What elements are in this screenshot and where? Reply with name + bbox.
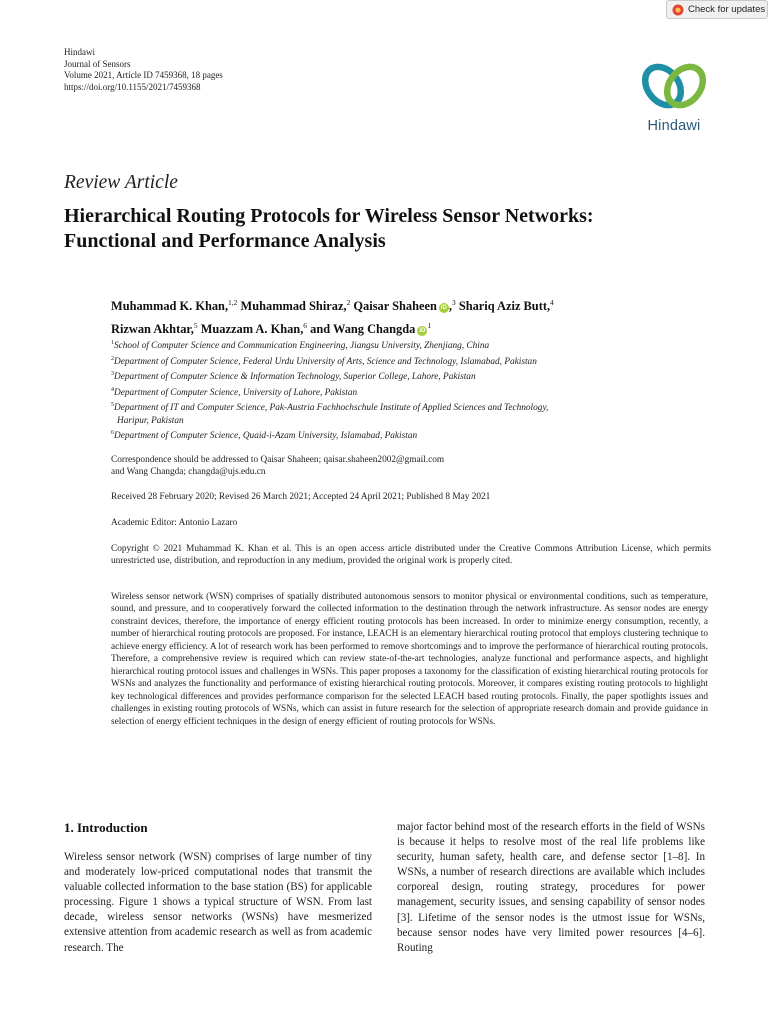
- affiliation-list: [111, 337, 711, 442]
- author-affil-ref: 4: [550, 298, 554, 307]
- copyright-notice: Copyright © 2021 Muhammad K. Khan et al. This is an open access article distributed under the Creative Commons Attribution License, which permits unrestricted use, distribution, and reproduction in any medium, provided the original work is properly cited.: [111, 544, 711, 567]
- author-list: [111, 293, 711, 339]
- affiliation-number: 6: [111, 429, 114, 436]
- author-line-1: Muhammad K. Khan,$^{1,2}$ Muhammad Shiraz,$^2$ Qaisar Shaheen iD ,$^3$ Shariq Aziz Butt,$^4$: [111, 298, 554, 314]
- article-title-line-1: Hierarchical Routing Protocols for Wireless Sensor Networks:: [64, 205, 594, 227]
- affiliation-continuation: Haripur, Pakistan: [117, 415, 184, 426]
- abstract: Wireless sensor network (WSN) comprises of spatially distributed autonomous sensors to monitor physical or environmental conditions, such as temperature, sound, and pressure, and to cooperatively forward the collected information to the destination through the network infrastructure. As sensor nodes are energy constraint devices, therefore, the importance of energy efficient routing protocols has been increased. In order to minimize energy consumption, recently, a number of hierarchical routing protocols are proposed. For instance, LEACH is an elementary hierarchical routing protocol that employs clustering technique to achieve energy efficiency. A lot of research work has been performed to remove shortcomings and to improve the performance of hierarchical routing protocols. Therefore, a comprehensive review is required which can review state-of-the-art technologies, analyze functional and performance aspects, and highlight hierarchical routing protocol issues and challenges in WSNs. This paper proposes a taxonomy for the classification of existing hierarchical routing protocols for WSNs and analyzes the functionality and performance of existing hierarchical routing protocols. Moreover, it compares existing routing protocols to highlight key technological differences and provides performance comparison for the selected LEACH based routing protocols. Finally, the paper spotlights issues and challenges in existing routing protocols of WSNs, which can assist in future research for the selection of appropriate research domain and provide guidance in selection of energy efficient techniques in the design of energy efficient of routing protocols for WSNs.: [111, 592, 708, 727]
- author-affil-ref: 1: [427, 321, 432, 331]
- affiliation-item: [111, 427, 711, 443]
- orcid-icon[interactable]: iD: [419, 328, 426, 335]
- publication-dates: Received 28 February 2020; Revised 26 March 2021; Accepted 24 April 2021; Published 8 May 2021: [111, 492, 491, 502]
- author-name[interactable]: Muazzam A. Khan,: [200, 322, 304, 337]
- affiliation-text: School of Computer Science and Communication Engineering, Jiangsu University, Zhenjiang, China: [114, 341, 490, 352]
- hindawi-logo-icon: [636, 60, 712, 112]
- orcid-icon[interactable]: iD: [440, 305, 447, 312]
- affiliation-item: [111, 368, 711, 384]
- affiliation-item: [111, 337, 711, 353]
- body-column-left: Wireless sensor network (WSN) comprises of large number of tiny and moderately low-priced computational nodes that transmit the valuable collected information to the base station (BS) for applicable processing. Figure 1 shows a typical structure of WSN. From last decade, wireless sensor networks (WSNs) have mesmerized extensive attention from academic research as well as from academic research. The: [64, 851, 372, 954]
- affiliation-number: 5: [111, 402, 114, 408]
- body-column-right: major factor behind most of the research efforts in the field of WSNs is because it helps to resolve most of the real life problems like security, human safety, health care, and defense sector [1–8]. In WSNs, a number of research directions are available which includes corporeal design, routing strategy, procedures for power management, security issues, and sensing capability of sensor nodes [3]. Lifetime of the sensor nodes is the utmost issue for WSNs, because sensor nodes have very limited power resources [4–6]. Routing: [397, 821, 705, 954]
- affiliation-text: Department of IT and Computer Science, Pak-Austria Fachhochschule Institute of Applied Sciences and Technology,: [114, 403, 549, 414]
- author-name[interactable]: Muhammad Shiraz,: [240, 299, 347, 314]
- affiliation-text: Department of Computer Science, Quaid-i-Azam University, Islamabad, Pakistan: [114, 431, 418, 441]
- correspondence: [111, 454, 711, 479]
- author-affil-ref: 3: [451, 298, 456, 307]
- article-title: [64, 204, 714, 254]
- author-name[interactable]: Rizwan Akhtar,: [111, 322, 194, 337]
- correspondence-line-2: and Wang Changda; changda@ujs.edu.cn: [111, 467, 266, 478]
- journal-name: Journal of Sensors: [64, 58, 131, 69]
- hindawi-logo: [636, 60, 712, 134]
- volume-line: Volume 2021, Article ID 7459368, 18 pages: [64, 70, 223, 80]
- affiliation-item: [111, 384, 711, 400]
- affiliation-number: 1: [111, 340, 114, 346]
- author-name[interactable]: Qaisar Shaheen: [353, 299, 437, 314]
- author-affil-ref: 6: [303, 321, 308, 331]
- article-title-line-2: Functional and Performance Analysis: [64, 230, 386, 252]
- affiliation-number: 4: [111, 386, 114, 393]
- affiliation-text: Department of Computer Science, University of Lahore, Pakistan: [114, 387, 358, 398]
- affiliation-number: 3: [111, 371, 114, 377]
- affiliation-number: 2: [111, 355, 114, 362]
- author-affil-ref: 1,2: [228, 298, 238, 307]
- author-name[interactable]: and Wang Changda: [310, 322, 416, 337]
- author-line-2: [111, 316, 711, 339]
- check-for-updates-icon: [672, 4, 684, 16]
- journal-meta: [64, 47, 223, 93]
- author-affil-ref: 5: [193, 321, 198, 331]
- author-name[interactable]: Shariq Aziz Butt,: [458, 299, 551, 314]
- affiliation-item: [111, 399, 711, 415]
- academic-editor: Academic Editor: Antonio Lazaro: [111, 518, 238, 528]
- correspondence-line-1: Correspondence should be addressed to Qaisar Shaheen; qaisar.shaheen2002@gmail.com: [111, 455, 445, 465]
- author-affil-ref: 2: [346, 298, 351, 307]
- check-for-updates-button[interactable]: [666, 0, 768, 19]
- affiliation-text: Department of Computer Science, Federal Urdu University of Arts, Science and Technology, Islamabad, Pakistan: [114, 356, 537, 367]
- doi-link[interactable]: https://doi.org/10.1155/2021/7459368: [64, 81, 201, 92]
- hindawi-logo-text: Hindawi: [647, 118, 701, 134]
- publisher-name: Hindawi: [64, 47, 95, 57]
- section-heading-introduction: 1. Introduction: [64, 820, 148, 835]
- affiliation-text: Department of Computer Science & Information Technology, Superior College, Lahore, Pakistan: [114, 372, 476, 383]
- article-type: Review Article: [64, 172, 178, 193]
- check-for-updates-label: Check for updates: [688, 4, 766, 15]
- author-name[interactable]: Muhammad K. Khan,: [111, 299, 229, 314]
- affiliation-item: [111, 353, 711, 369]
